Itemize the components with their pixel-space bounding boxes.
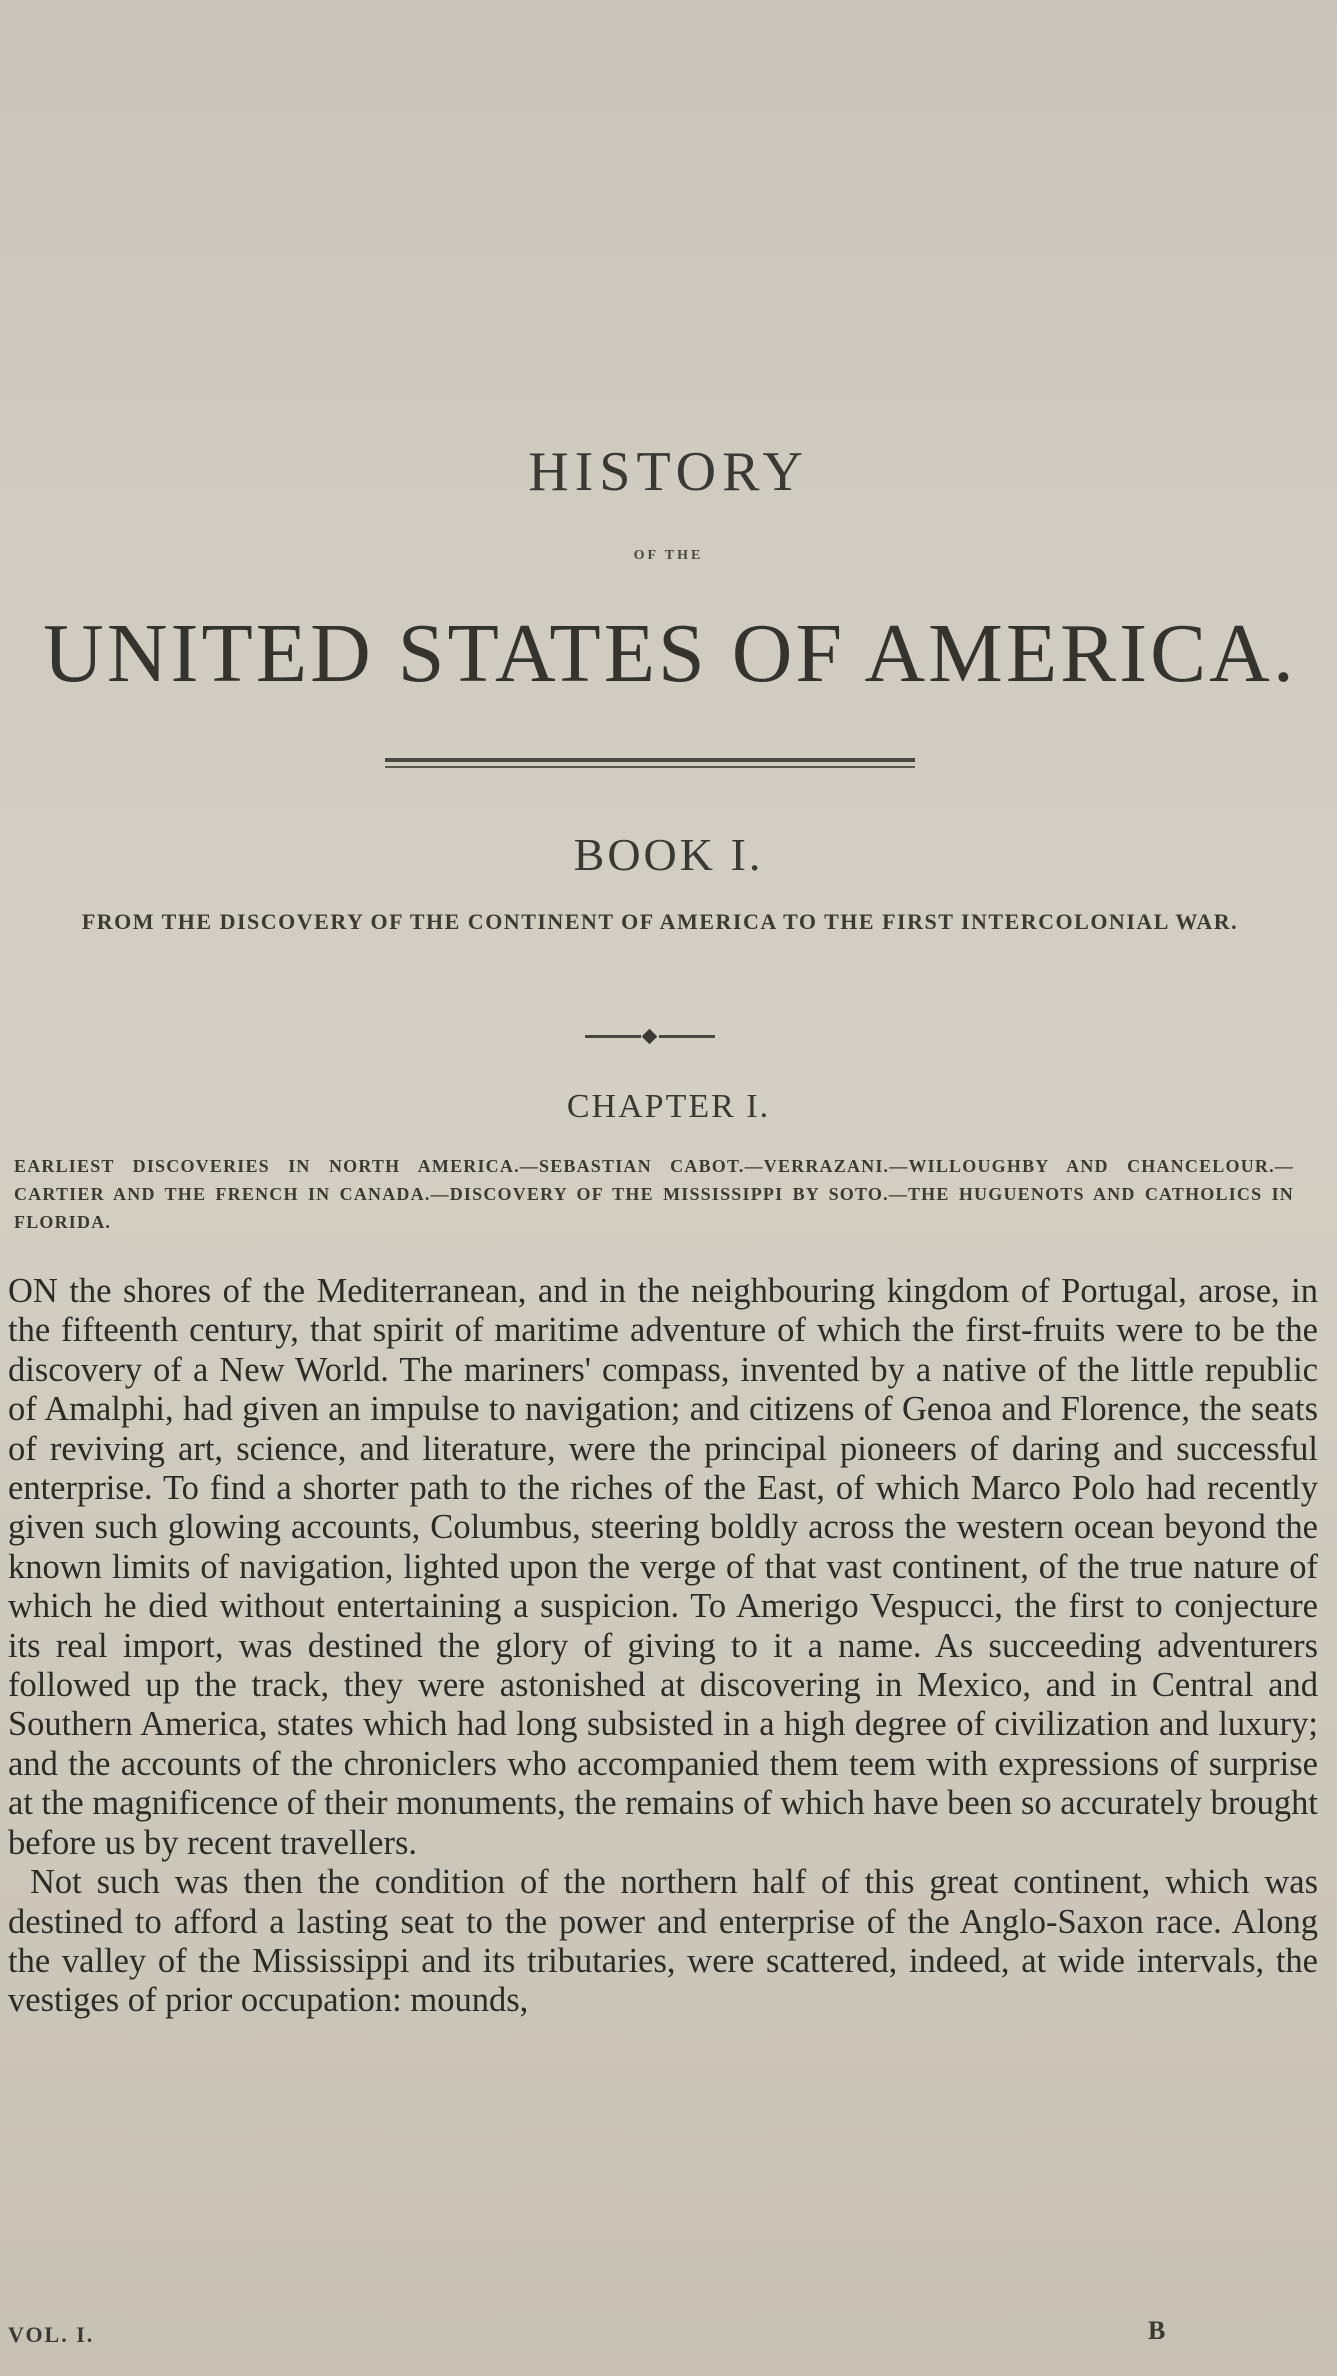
title-rule-divider (385, 758, 915, 768)
paragraph-2: Not such was then the condition of the northern half of this great continent, which was destined to afford a lasting seat to the power and enterprise of the Anglo-Saxon race. Along the valley of the Mississippi and its tributaries, were scattered, indeed, at wide intervals, the vestiges of prior occupation: mounds, (8, 1863, 1318, 2020)
title-connector: OF THE (633, 548, 704, 563)
book-subtitle: FROM THE DISCOVERY OF THE CONTINENT OF AMERICA TO THE FIRST INTERCOLONIAL WAR. (81, 909, 1239, 934)
signature-mark: B (1148, 2316, 1166, 2345)
volume-footer: VOL. I. (8, 2322, 95, 2347)
chapter-heading: CHAPTER I. (566, 1088, 771, 1125)
book-heading: BOOK I. (573, 829, 764, 880)
ornament-divider (585, 1030, 715, 1044)
chapter-summary: EARLIEST DISCOVERIES IN NORTH AMERICA.—SEBASTIAN CABOT.—VERRAZANI.—WILLOUGHBY AND CHANCELOUR.—CARTIER AND THE FRENCH IN CANADA.—DISCOVERY OF THE MISSISSIPPI BY SOTO.—THE HUGUENOTS AND CATHOLICS IN FLORIDA. (14, 1156, 1294, 1232)
diamond-ornament-icon (642, 1029, 658, 1045)
paragraph-1: ON the shores of the Mediterranean, and in the neighbouring kingdom of Portugal, arose, in the fifteenth century, that spirit of maritime adventure of which the first-fruits were to be the discovery of a New World. The mariners' compass, invented by a native of the little republic of Amalphi, had given an impulse to navigation; and citizens of Genoa and Florence, the seats of reviving art, science, and literature, were the principal pioneers of daring and successful enterprise. To find a shorter path to the riches of the East, of which Marco Polo had recently given such glowing accounts, Columbus, steering boldly across the western ocean beyond the known limits of navigation, lighted upon the verge of that vast continent, of the true nature of which he died without entertaining a suspicion. To Amerigo Vespucci, the first to conjecture its real import, was destined the glory of giving to it a name. As succeeding adventurers followed up the track, they were astonished at discovering in Mexico, and in Central and Southern America, states which had long subsisted in a high degree of civilization and luxury; and the accounts of the chroniclers who accompanied them teem with expressions of surprise at the magnificence of their monuments, the remains of which have been so accurately brought before us by recent travellers. (8, 1272, 1318, 1862)
body-text (0, 1272, 1318, 2021)
main-title: UNITED STATES OF AMERICA. (43, 607, 1297, 700)
running-title-history: HISTORY (528, 441, 809, 503)
